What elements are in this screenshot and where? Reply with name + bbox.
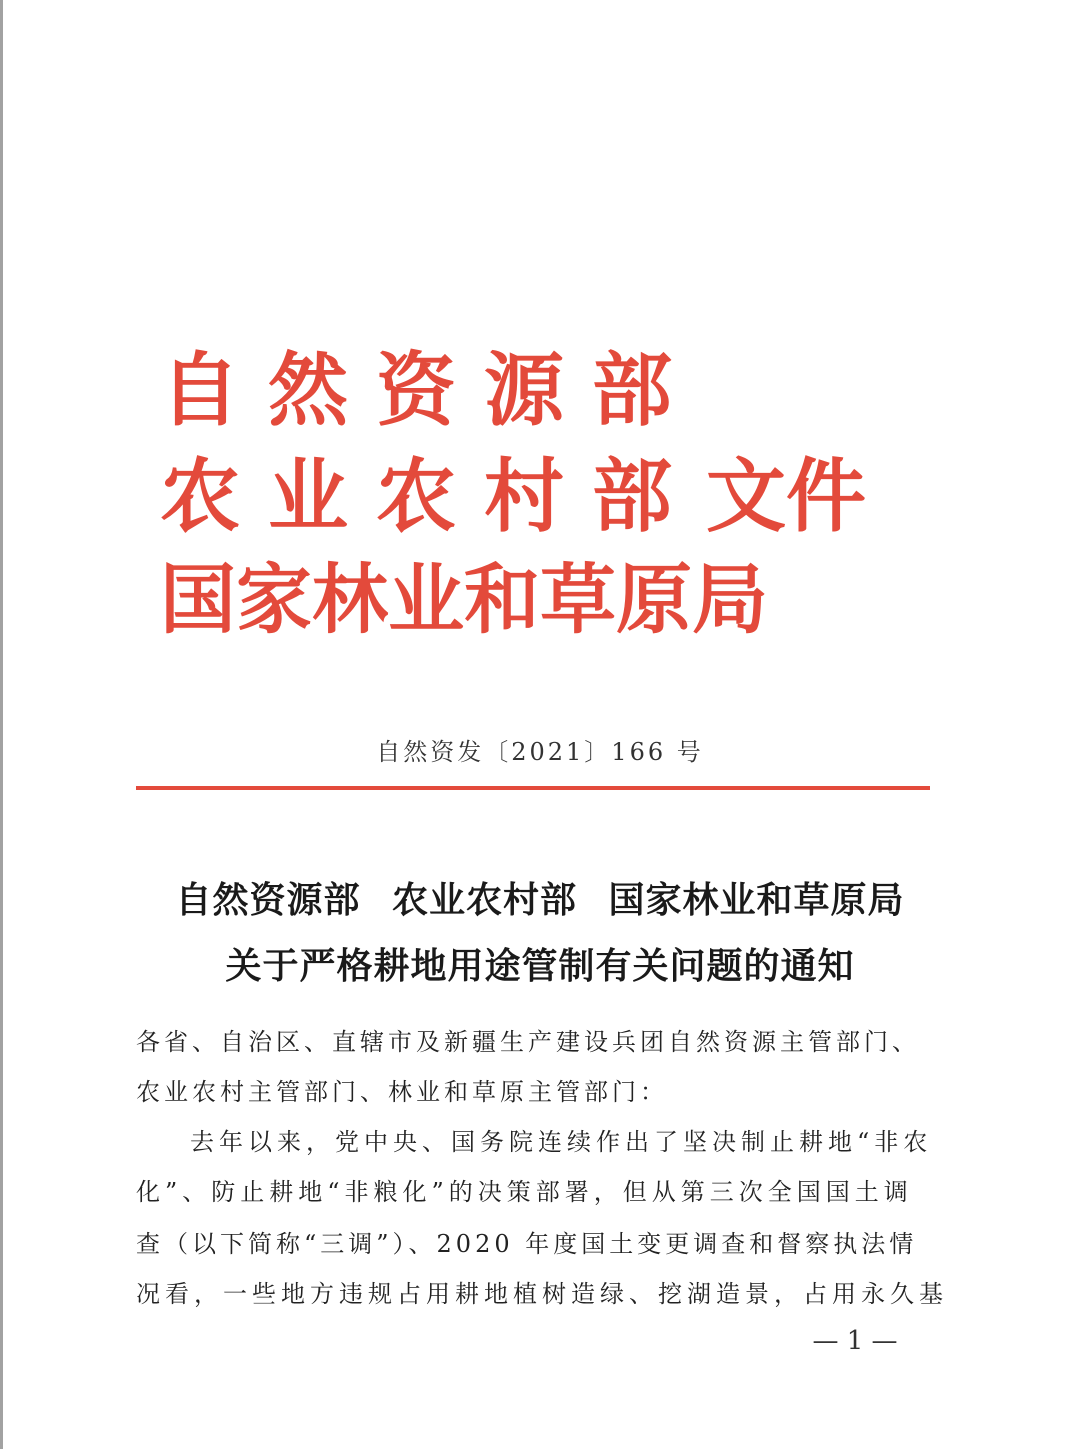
issuer-ministry-natural-resources: 自然资源部 xyxy=(160,343,700,437)
salutation-line-1: 各省、自治区、直辖市及新疆生产建设兵团自然资源主管部门、 xyxy=(136,1028,920,1056)
issuer-forestry-grassland-bureau: 国家林业和草原局 xyxy=(160,555,768,644)
body-paragraph-line-3: 查（以下简称“三调”）、2020 年度国土变更调查和督察执法情 xyxy=(136,1230,918,1258)
issuer-ministry-agriculture xyxy=(160,449,866,543)
issuer-ministry-agriculture-name: 农业农村部 xyxy=(160,449,700,543)
document-number: 自然资发〔2021〕166 号 xyxy=(376,738,704,766)
document-title-line-1: 自然资源部 农业农村部 国家林业和草原局 xyxy=(175,879,905,921)
body-paragraph-line-2: 化”、防止耕地“非粮化”的决策部署，但从第三次全国国土调 xyxy=(136,1178,913,1206)
body-paragraph-line-4: 况看，一些地方违规占用耕地植树造绿、挖湖造景，占用永久基 xyxy=(136,1280,948,1308)
document-label: 文件 xyxy=(706,449,866,543)
scan-page-edge xyxy=(0,0,3,1449)
body-paragraph-line-1: 去年以来，党中央、国务院连续作出了坚决制止耕地“非农 xyxy=(190,1128,933,1156)
salutation-line-2: 农业农村主管部门、林业和草原主管部门： xyxy=(136,1078,668,1106)
red-divider-rule xyxy=(136,786,930,790)
page-number: — 1 — xyxy=(812,1326,898,1356)
document-title-line-2: 关于严格耕地用途管制有关问题的通知 xyxy=(225,945,855,987)
